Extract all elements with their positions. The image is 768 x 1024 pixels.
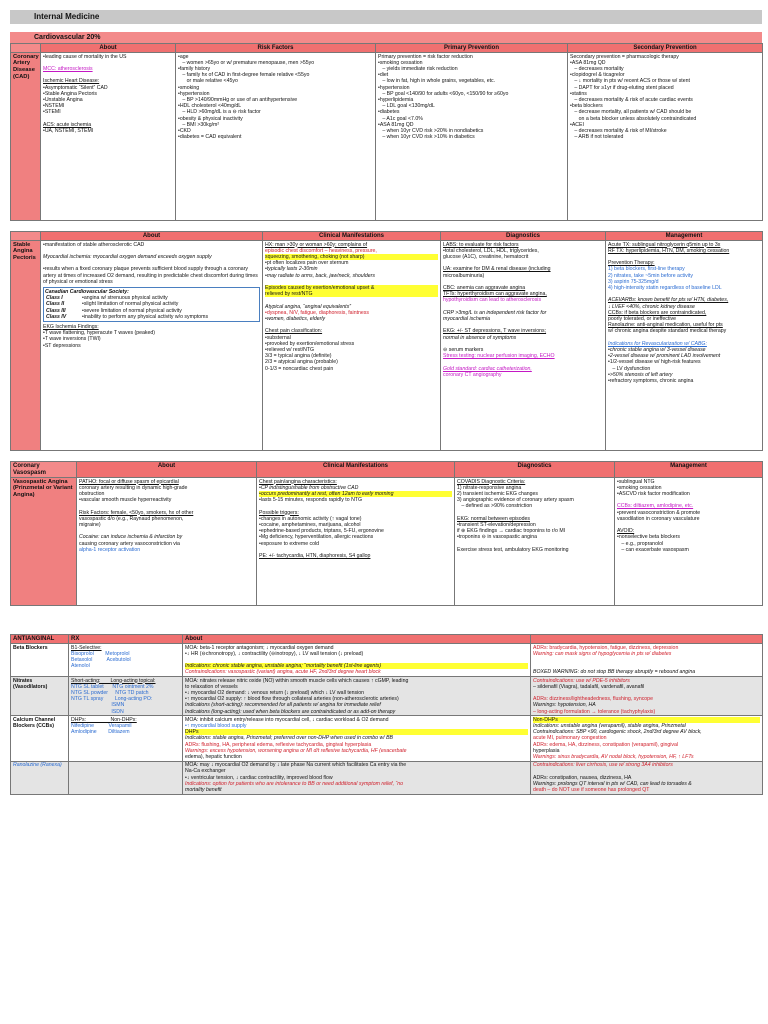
text-line: •transient ST-elevation/depression — [457, 521, 536, 528]
text-line: •women, diabetics, elderly — [265, 315, 326, 322]
sa-col-header: Management — [606, 232, 763, 241]
cvs-col-header: About — [77, 462, 257, 478]
text-line: •statins — [570, 90, 587, 97]
ccs-box — [43, 287, 260, 322]
cad-about-cell — [41, 53, 176, 221]
antianginal-row — [11, 716, 763, 761]
text-line: •diabetes = CAD equivalent — [178, 134, 242, 141]
text-line: Indications: stable angina, Prinzmetal; preferred over non-DHP when used in combo w/ BB — [185, 735, 393, 742]
text-line: poorly tolerated, or ineffective — [608, 315, 676, 322]
drug-rx-cell — [69, 644, 183, 677]
text-line: •Asymptomatic “Silent” CAD — [43, 84, 108, 91]
text-line: •beta blockers — [570, 103, 603, 110]
text-line: •chronic stable angina w/ 3-vessel disease — [608, 346, 706, 353]
text-line: •relieved w/ rest/NTG — [265, 346, 315, 353]
text-line: vasodilation in coronary vasculature — [617, 515, 700, 522]
cvs-row — [11, 478, 763, 606]
text-line: – ↓ mortality in pts w/ recent ACS or those w/ stent — [570, 78, 690, 85]
text-line: AVOID: — [617, 528, 635, 535]
text-line: •troponins ⊖ in vasospastic angina — [457, 534, 537, 541]
antianginal-table — [10, 634, 763, 795]
cardiovascular-title-text: Cardiovascular 20% — [34, 34, 101, 41]
text-line: DHPs — [185, 729, 528, 735]
text-line: RF TX: hyperlipidemia, HTN, DM, smoking cessation — [608, 247, 730, 254]
text-line: MOA: may ↓ myocardial O2 demand by ↓ late phase Na current which facilitates Ca entry via the — [185, 762, 407, 769]
text-line: •occurs predominantly at rest, often 12am to early morning — [259, 491, 452, 497]
text-line: Atypical angina, “anginal equivalents” — [265, 303, 351, 310]
text-line: •leading cause of mortality in the US — [43, 53, 127, 60]
text-line: Exercise stress test, ambulatory EKG monitoring — [457, 546, 569, 553]
text-line: •hypertension — [178, 90, 210, 97]
drug-rx-cell — [69, 677, 183, 716]
text-line: episodic chest discomfort – heaviness, pressure, — [265, 247, 377, 254]
text-line: Contraindications: liver cirrhosis, use w/ strong 3A4 inhibitors — [533, 762, 673, 769]
text-line: if ⊕ EKG findings → cardiac troponins to r/o MI — [457, 528, 566, 535]
cad-header-row — [11, 44, 763, 53]
text-line: Warnings: sinus bradycardia, AV nodal block, hypotension, HF, ↑ LFTs — [533, 753, 694, 760]
ang-col-header — [531, 635, 763, 644]
text-line: •↑ myocardial blood supply — [185, 722, 247, 729]
ccs-table — [45, 295, 258, 320]
text-line: – BP >140/90mmHg or use of an antihypertensive — [178, 96, 298, 103]
text-line: UA: examine for DM & renal disease (including — [443, 266, 551, 273]
text-line: coronary CT angiography — [443, 371, 502, 378]
text-line: Indications: unstable angina (verapamil), stable angina, Prinzmetal — [533, 722, 686, 729]
text-line: – decreases mortality & risk of acute cardiac events — [570, 96, 693, 103]
text-line: ADRs: edema, HA, dizziness, constipation (verapamil), gingival — [533, 741, 679, 748]
text-line: Short-acting: Long-acting topical: — [71, 677, 156, 684]
text-line: NTG TL spray Long-acting PO: — [71, 696, 153, 703]
sa-header-row — [11, 232, 763, 241]
text-line: 1) nitrate-responsive angina — [457, 484, 522, 491]
text-line: •>50% stenosis of left artery — [608, 371, 673, 378]
text-line: causing coronary artery vasoconstriction via — [79, 540, 180, 547]
text-line: or male relative <45yo — [178, 78, 238, 85]
drug-class-name: Ranolazine (Ranexa) — [11, 761, 69, 794]
text-line: PE: +/- tachycardia, HTN, diaphoresis, S4 gallop — [259, 552, 371, 559]
text-line: TFTs: hyperthyroidism can aggravate angina, — [443, 291, 547, 298]
text-line: hyperplasia — [533, 747, 560, 754]
text-line: – decreases mortality & risk of MI/stroke — [570, 127, 667, 134]
sa-row-label: Stable Angina Pectoris — [11, 241, 41, 451]
text-line: edema), hepatic function — [185, 753, 242, 760]
text-line: COVADIS Diagnostic Criteria: — [457, 478, 526, 485]
text-line: •age — [178, 53, 189, 60]
text-line: •cocaine, amphetamines, marijuana, alcohol — [259, 521, 361, 528]
sa-header-blank — [11, 232, 41, 241]
cardiovascular-title — [10, 32, 762, 43]
drug-class-name: Calcium Channel Blockers (CCBs) — [11, 716, 69, 761]
drug-adr-cell — [531, 644, 763, 677]
page-header-title: Internal Medicine — [34, 12, 100, 21]
text-line: •obesity & physical inactivity — [178, 115, 243, 122]
text-line: EKG Ischemia Findings: — [43, 323, 99, 330]
text-line: – defined as >90% constriction — [457, 503, 533, 510]
antianginal-row — [11, 761, 763, 794]
text-line: •provoked by exertion/emotional stress — [265, 340, 355, 347]
text-line: Stress testing: nuclear perfusion imaging, ECHO — [443, 353, 555, 360]
cvs-col-header: Clinical Manifestations — [257, 462, 455, 478]
text-line: •diet — [378, 72, 389, 79]
text-line: •ASCVD risk factor modification — [617, 490, 690, 497]
text-line: Warnings: excess hypotension, worsening angina or MI d/t reflexive tachycardia, HF (exacerbate — [185, 747, 407, 754]
text-line: – LDL goal <130mg/dL — [378, 103, 435, 110]
text-line: •vascular smooth muscle hyperreactivity — [79, 497, 172, 504]
text-line: – long-acting formulation → tolerance (tachyphylaxis) — [533, 708, 656, 715]
text-line: •1/2-vessel disease w/ high-risk features — [608, 359, 701, 366]
text-line: •Stable Angina Pectoris — [43, 90, 98, 97]
cad-risk-cell — [176, 53, 376, 221]
cvs-diag-cell — [455, 478, 615, 606]
text-line: •smoking — [178, 84, 200, 91]
ccs-title: Canadian Cardiovascular Society: — [45, 288, 129, 295]
text-line: Betaxolol Acebutolol — [71, 656, 131, 663]
text-line: CCBs: diltiazem, amlodipine, etc. — [617, 503, 694, 510]
drug-about-cell — [183, 761, 531, 794]
text-line: Episodes caused by exertion/emotional upset & — [265, 285, 438, 291]
ccs-desc: •severe limitation of normal physical activity — [82, 307, 182, 314]
text-line: •may radiate to arms, back, jaw/neck, shoulders — [265, 272, 375, 279]
text-line: – low in fat, high in whole grains, vegetables, etc. — [378, 78, 496, 85]
text-line: 2/3 = atypical angina (probable) — [265, 359, 338, 366]
text-line: – sildenafil (Viagra), tadalafil, vardenafil, avanafil — [533, 683, 645, 690]
text-line: Indications (short-acting): recommended for all patients w/ angina for immediate relief — [185, 702, 381, 709]
text-line: 3) aspirin 75-325mg/d — [608, 278, 659, 285]
cvs-col-header: Management — [615, 462, 763, 478]
text-line: Cocaine: can induce ischemia & infarction by — [79, 534, 183, 541]
text-line: Non-DHPs — [533, 717, 760, 723]
text-line: coronary artery resulting in dynamic high-grade — [79, 484, 188, 491]
cad-table — [10, 43, 763, 221]
text-line: – BP goal <140/90 for adults <60yo, <150/90 for ≥60yo — [378, 90, 509, 97]
text-line: •smoking cessation — [378, 59, 423, 66]
text-line: •↓ HR (⊖chronotropy), ↓ contractility (⊖inotropy), ↓ LV wall tension (↓ preload) — [185, 650, 364, 657]
text-line: 4) high-intensity statin regardless of baseline LDL — [608, 284, 722, 291]
text-line: glucose (A1C), creatinine, hematocrit — [443, 253, 529, 260]
sa-col-header: Clinical Manifestations — [263, 232, 441, 241]
cad-col-header: Risk Factors — [176, 44, 376, 53]
text-line: Warning: can mask signs of hypoglycemia in pts w/ diabetes — [533, 650, 672, 657]
cad-header-blank — [11, 44, 41, 53]
ccs-desc: •angina w/ strenuous physical activity — [82, 295, 168, 302]
text-line: ACEI/ARBs: known benefit for pts w/ HTN, diabetes, — [608, 297, 729, 304]
sa-col-header: About — [41, 232, 263, 241]
text-line: ADRs: dizziness/lightheadedness, flushing, syncope — [533, 696, 653, 703]
text-line: MOA: nitrates release nitric oxide (NO) within smooth muscle cells which causes ↑ cGMP, leading — [185, 677, 409, 684]
text-line: •HDL cholesterol <40mg/dL — [178, 103, 242, 110]
text-line: CRP >3mg/L is an independent risk factor for — [443, 309, 547, 316]
text-line: ⊖ serum markers — [443, 346, 484, 353]
ccs-class: Class IV — [46, 313, 67, 320]
text-line: relieved by rest/NTG — [265, 291, 438, 297]
text-line: •NSTEMI — [43, 103, 65, 110]
cvs-about-cell — [77, 478, 257, 606]
text-line: •CP indistinguishable from obstructive CAD — [259, 484, 359, 491]
cad-row-label: Coronary Artery Disease (CAD) — [11, 53, 41, 221]
text-line: ISMN — [71, 702, 125, 709]
text-line: •sublingual NTG — [617, 478, 655, 485]
text-line: Gold standard: cardiac catheterization, — [443, 365, 532, 372]
text-line: – yields immediate risk reduction — [378, 65, 458, 72]
text-line: •ASA 81mg QD — [378, 121, 414, 128]
text-line: Warnings: prolongs QT interval in pts w/ CAD, can lead to torsades & — [533, 780, 692, 787]
text-line: – LV dysfunction — [608, 365, 651, 372]
sa-clin-cell — [263, 241, 441, 451]
text-line: obstruction — [79, 490, 105, 497]
text-line: •clopidogrel & ticagrelor — [570, 72, 625, 79]
cvs-col-header: Diagnostics — [455, 462, 615, 478]
text-line: Ranolazine: anti-anginal medication, useful for pts — [608, 322, 723, 329]
text-line: •CKD — [178, 127, 191, 134]
sa-about-bottom — [43, 324, 260, 349]
text-line: MOA: inhibit calcium entry/release into myocardial cell, ↓ cardiac workload & O2 demand — [185, 716, 389, 723]
text-line: •family history — [178, 65, 211, 72]
text-line: Contraindications: vasospastic (variant) angina, acute HF, 2nd/3rd degree heart block — [185, 669, 381, 676]
text-line: •Unstable Angina — [43, 96, 83, 103]
text-line: – BMI >30kg/m² — [178, 121, 220, 128]
drug-about-cell — [183, 716, 531, 761]
text-line: on a beta blocker unless absolutely contraindicated — [570, 115, 697, 122]
text-line: Na-Ca exchanger — [185, 768, 226, 775]
text-line: ↓ LVEF <40%, chronic kidney disease — [608, 303, 695, 310]
text-line: – family hx of CAD in first-degree female relative <55yo — [178, 72, 310, 79]
sa-col-header: Diagnostics — [441, 232, 606, 241]
text-line: 1) beta blockers, first-line therapy — [608, 266, 685, 273]
sa-row — [11, 241, 763, 451]
text-line: BOXED WARNING: do not stop BB therapy abruptly = rebound angina — [533, 669, 696, 676]
text-line: •T wave inversions (TWI) — [43, 336, 101, 343]
text-line: Warnings: hypotension, HA — [533, 702, 596, 709]
text-line: – decrease mortality, all patients w/ CAD should be — [570, 109, 692, 116]
sa-diag-cell — [441, 241, 606, 451]
text-line: – when 10yr CVD risk >20% in nondiabetics — [378, 127, 484, 134]
text-line: Possible triggers: — [259, 509, 299, 516]
cad-row — [11, 53, 763, 221]
text-line: ISDN — [71, 708, 124, 715]
text-line: Contraindications: SBP <90, cardiogenic shock, 2nd/3rd degree AV block, — [533, 729, 702, 736]
text-line: •hypertension — [378, 84, 410, 91]
text-line: Indications: option for patients who are intolerance to BB or need additional symptom relief, “no — [185, 780, 403, 787]
text-line: Indications (long-acting): used when beta blockers are contraindicated or as add-on therapy — [185, 708, 396, 715]
ccs-class: Class I — [46, 295, 63, 302]
text-line: •smoking cessation — [617, 484, 662, 491]
stable-angina-table — [10, 231, 763, 451]
text-line: •2-vessel disease w/ prominent LAD involvement — [608, 353, 721, 360]
drug-class-name: Beta Blockers — [11, 644, 69, 677]
text-line: •UA, NSTEMI, STEMI — [43, 127, 94, 134]
text-line: 3) angiographic evidence of coronary artery spasm — [457, 497, 574, 504]
text-line: alpha-1 receptor activation — [79, 546, 141, 553]
page-header — [10, 10, 762, 24]
text-line: •STEMI — [43, 109, 61, 116]
sa-about-cell — [41, 241, 263, 451]
text-line: hypothyroidism can lead to atherosclerosis — [443, 297, 542, 304]
text-line: Primary prevention = risk factor reduction — [378, 53, 473, 60]
text-line: Risk Factors: female, <50yo, smokers, hx of other — [79, 509, 194, 516]
cvs-col-header: Coronary Vasospasm — [11, 462, 77, 478]
cvs-row-label: Vasospastic Angina (Prinzmetal or Variant Angina) — [11, 478, 77, 606]
cvs-clin-cell — [257, 478, 455, 606]
text-line: Chest pain classification: — [265, 328, 323, 335]
text-line: death – do NOT use if someone has prolonged QT — [533, 786, 650, 793]
text-line: EKG: +/- ST depressions, T wave inversions; — [443, 328, 547, 335]
text-line: – HLD >60mg/dL is a ⊖ risk factor — [178, 109, 261, 116]
text-line: – ARB if not tolerated — [570, 134, 624, 141]
text-line: acute MI, pulmonary congestion — [533, 735, 607, 742]
text-line: EKG: normal between episodes — [457, 515, 530, 522]
cvs-mgmt-cell — [615, 478, 763, 606]
text-line: Bisoprolol Metoprolol — [71, 650, 130, 657]
text-line: Amlodipine Diltiazem — [71, 729, 130, 736]
text-line: HX: man >30y or woman >60y; complains of — [265, 241, 368, 248]
text-line: mortality benefit — [185, 786, 222, 793]
text-line: •ephedrine-based products, triptans, 5-FU, ergonovine — [259, 528, 384, 535]
text-line: ADRs: bradycardia, hypotension, fatigue, dizziness, depression — [533, 644, 679, 651]
text-line: microalbuminuria) — [443, 272, 485, 279]
text-line: •pt often localizes pain over sternum — [265, 260, 349, 267]
text-line: myocardial ischemia — [443, 315, 490, 322]
text-line: •lasts 5-15 minutes, responds rapidly to NTG — [259, 497, 363, 504]
drug-adr-cell — [531, 716, 763, 761]
text-line: LABS: to evaluate for risk factors — [443, 241, 519, 248]
text-line: CCBs: if beta blockers are contraindicated, — [608, 309, 707, 316]
text-line: •dyspnea, N/V, fatigue, diaphoresis, faintness — [265, 309, 369, 316]
ccs-class: Class III — [46, 307, 66, 314]
ccs-class: Class II — [46, 301, 65, 308]
text-line: •prevent vasoconstriction & promote — [617, 509, 701, 516]
text-line: •ASA 81mg QD — [570, 59, 606, 66]
text-line: Nifedipine Verapamil — [71, 722, 132, 729]
text-line: NTG SL powder NTG TD patch — [71, 689, 149, 696]
text-line: DHPs: Non-DHPs: — [71, 716, 137, 723]
drug-class-name: Nitrates (Vasodilators) — [11, 677, 69, 716]
text-line: Contraindications: use w/ PDE-5 inhibitors — [533, 677, 630, 684]
text-line: •T wave flattening, hyperacute T waves (peaked) — [43, 330, 155, 337]
ccs-desc: •inability to perform any physical activity w/o symptoms — [82, 313, 209, 320]
ang-col-header: RX — [69, 635, 183, 644]
cad-col-header: Secondary Prevention — [568, 44, 763, 53]
antianginal-row — [11, 644, 763, 677]
text-line: – e.g., propranolol — [617, 540, 664, 547]
text-line: •results when a fixed coronary plaque prevents sufficient blood supply through a coronary artery at times of increased O2 demand, resulting in predictable chest discomfort during times of physical or emotional stress — [43, 266, 260, 285]
ang-header-row — [11, 635, 763, 644]
text-line: •total cholesterol, LDL, HDL, triglycerides, — [443, 247, 539, 254]
text-line: CBC: anemia can aggravate angina — [443, 284, 526, 291]
drug-about-cell — [183, 644, 531, 677]
text-line: MOA: beta-1 receptor antagonism; ↓ myocardial oxygen demand — [185, 644, 334, 651]
text-line: – when 10yr CVD risk >10% in diabetics — [378, 134, 475, 141]
text-line: Ischemic Heart Disease: — [43, 78, 100, 85]
text-line: Myocardial ischemia: myocardial oxygen demand exceeds oxygen supply — [43, 253, 212, 260]
text-line: ADRs: flushing, HA, peripheral edema, reflexive tachycardia, gingival hyperplasia — [185, 741, 372, 748]
text-line: – can exacerbate vasospasm — [617, 546, 689, 553]
vasospasm-table — [10, 461, 763, 606]
text-line: w/ chronic angina despite standard medical therapy — [608, 328, 727, 335]
text-line: •Mg deficiency, hyperventilation, allergic reactions — [259, 534, 374, 541]
cad-col-header: Primary Prevention — [376, 44, 568, 53]
drug-adr-cell — [531, 761, 763, 794]
text-line: ACS: acute ischemia — [43, 121, 92, 128]
cad-primary-cell — [376, 53, 568, 221]
sa-mgmt-cell — [606, 241, 763, 451]
text-line: Chest pain/angina characteristics: — [259, 478, 337, 485]
ang-col-header: ANTIANGINAL — [11, 635, 69, 644]
text-line: migraine) — [79, 521, 101, 528]
text-line: to relaxation of vessels — [185, 683, 238, 690]
text-line: Acute TX: sublingual nitroglycerin q5min up to 3x — [608, 241, 721, 248]
text-line: MCC: atherosclerosis — [43, 65, 93, 72]
text-line: 2) transient ischemic EKG changes — [457, 490, 539, 497]
text-line: – women >65yo or w/ premature menopause, men >55yo — [178, 59, 315, 66]
text-line: vasospastic d/o (e.g., Raynaud phenomenon, — [79, 515, 184, 522]
cvs-header-row — [11, 462, 763, 478]
drug-adr-cell — [531, 677, 763, 716]
ccs-desc: •slight limitation of normal physical activity — [82, 301, 179, 308]
text-line: Indications for Revascularization w/ CABG: — [608, 340, 707, 347]
text-line: •ACEI — [570, 121, 584, 128]
text-line: – DAPT for ≥1yr if drug-eluting stent placed — [570, 84, 674, 91]
drug-rx-cell — [69, 761, 183, 794]
text-line: NTG SL tablet NTG ointment 2% — [71, 683, 154, 690]
text-line: •hyperlipidemia — [378, 96, 414, 103]
text-line: •↓ myocardial O2 demand: ↓ venous return (↓ preload) which ↓ LV wall tension — [185, 689, 365, 696]
cad-col-header: About — [41, 44, 176, 53]
text-line: •changes in autonomic activity (↑ vagal tone) — [259, 515, 362, 522]
text-line: – decreases mortality — [570, 65, 624, 72]
text-line: normal in absence of symptoms — [443, 334, 517, 341]
drug-about-cell — [183, 677, 531, 716]
text-line: 0-1/3 = noncardiac chest pain — [265, 365, 334, 372]
text-line: •nonselective beta blockers — [617, 534, 680, 541]
text-line: B1-Selective: — [71, 644, 102, 651]
text-line: •manifestation of stable atherosclerotic CAD — [43, 241, 145, 248]
text-line: Atenolol — [71, 663, 90, 670]
text-line: •↓ ventricular tension, ↓ cardiac contractility, improved blood flow — [185, 774, 333, 781]
text-line: Secondary prevention = pharmacologic therapy — [570, 53, 679, 60]
text-line: •typically lasts 2-30min — [265, 266, 318, 273]
text-line: Indications: chronic stable angina, unstable angina; “mortality benefit (1st-line agents) — [185, 663, 528, 669]
text-line: •↑ myocardial O2 supply: ↑ blood flow through collateral arteries (non-atherosclerotic arteries) — [185, 696, 399, 703]
drug-rx-cell — [69, 716, 183, 761]
text-line: •ST depressions — [43, 342, 81, 349]
text-line: ADRs: constipation, nausea, dizziness, HA — [533, 774, 632, 781]
antianginal-row — [11, 677, 763, 716]
text-line: •diabetes — [378, 109, 400, 116]
ang-col-header: About — [183, 635, 531, 644]
text-line: •substernal — [265, 334, 291, 341]
text-line: 2) nitrates, take ~5min before activity — [608, 272, 693, 279]
text-line: 3/3 = typical angina (definite) — [265, 353, 332, 360]
text-line: Prevention Therapy: — [608, 260, 655, 267]
sa-about-top — [43, 242, 260, 285]
text-line: – A1c goal <7.0% — [378, 115, 423, 122]
text-line: •refractory symptoms, chronic angina — [608, 377, 694, 384]
text-line: PATHO: focal or diffuse spasm of epicardial — [79, 478, 179, 485]
text-line: •exposure to extreme cold — [259, 540, 320, 547]
ccs-row — [45, 314, 258, 320]
cad-secondary-cell — [568, 53, 763, 221]
text-line: squeezing, smothering, choking (not sharp) — [265, 254, 438, 260]
